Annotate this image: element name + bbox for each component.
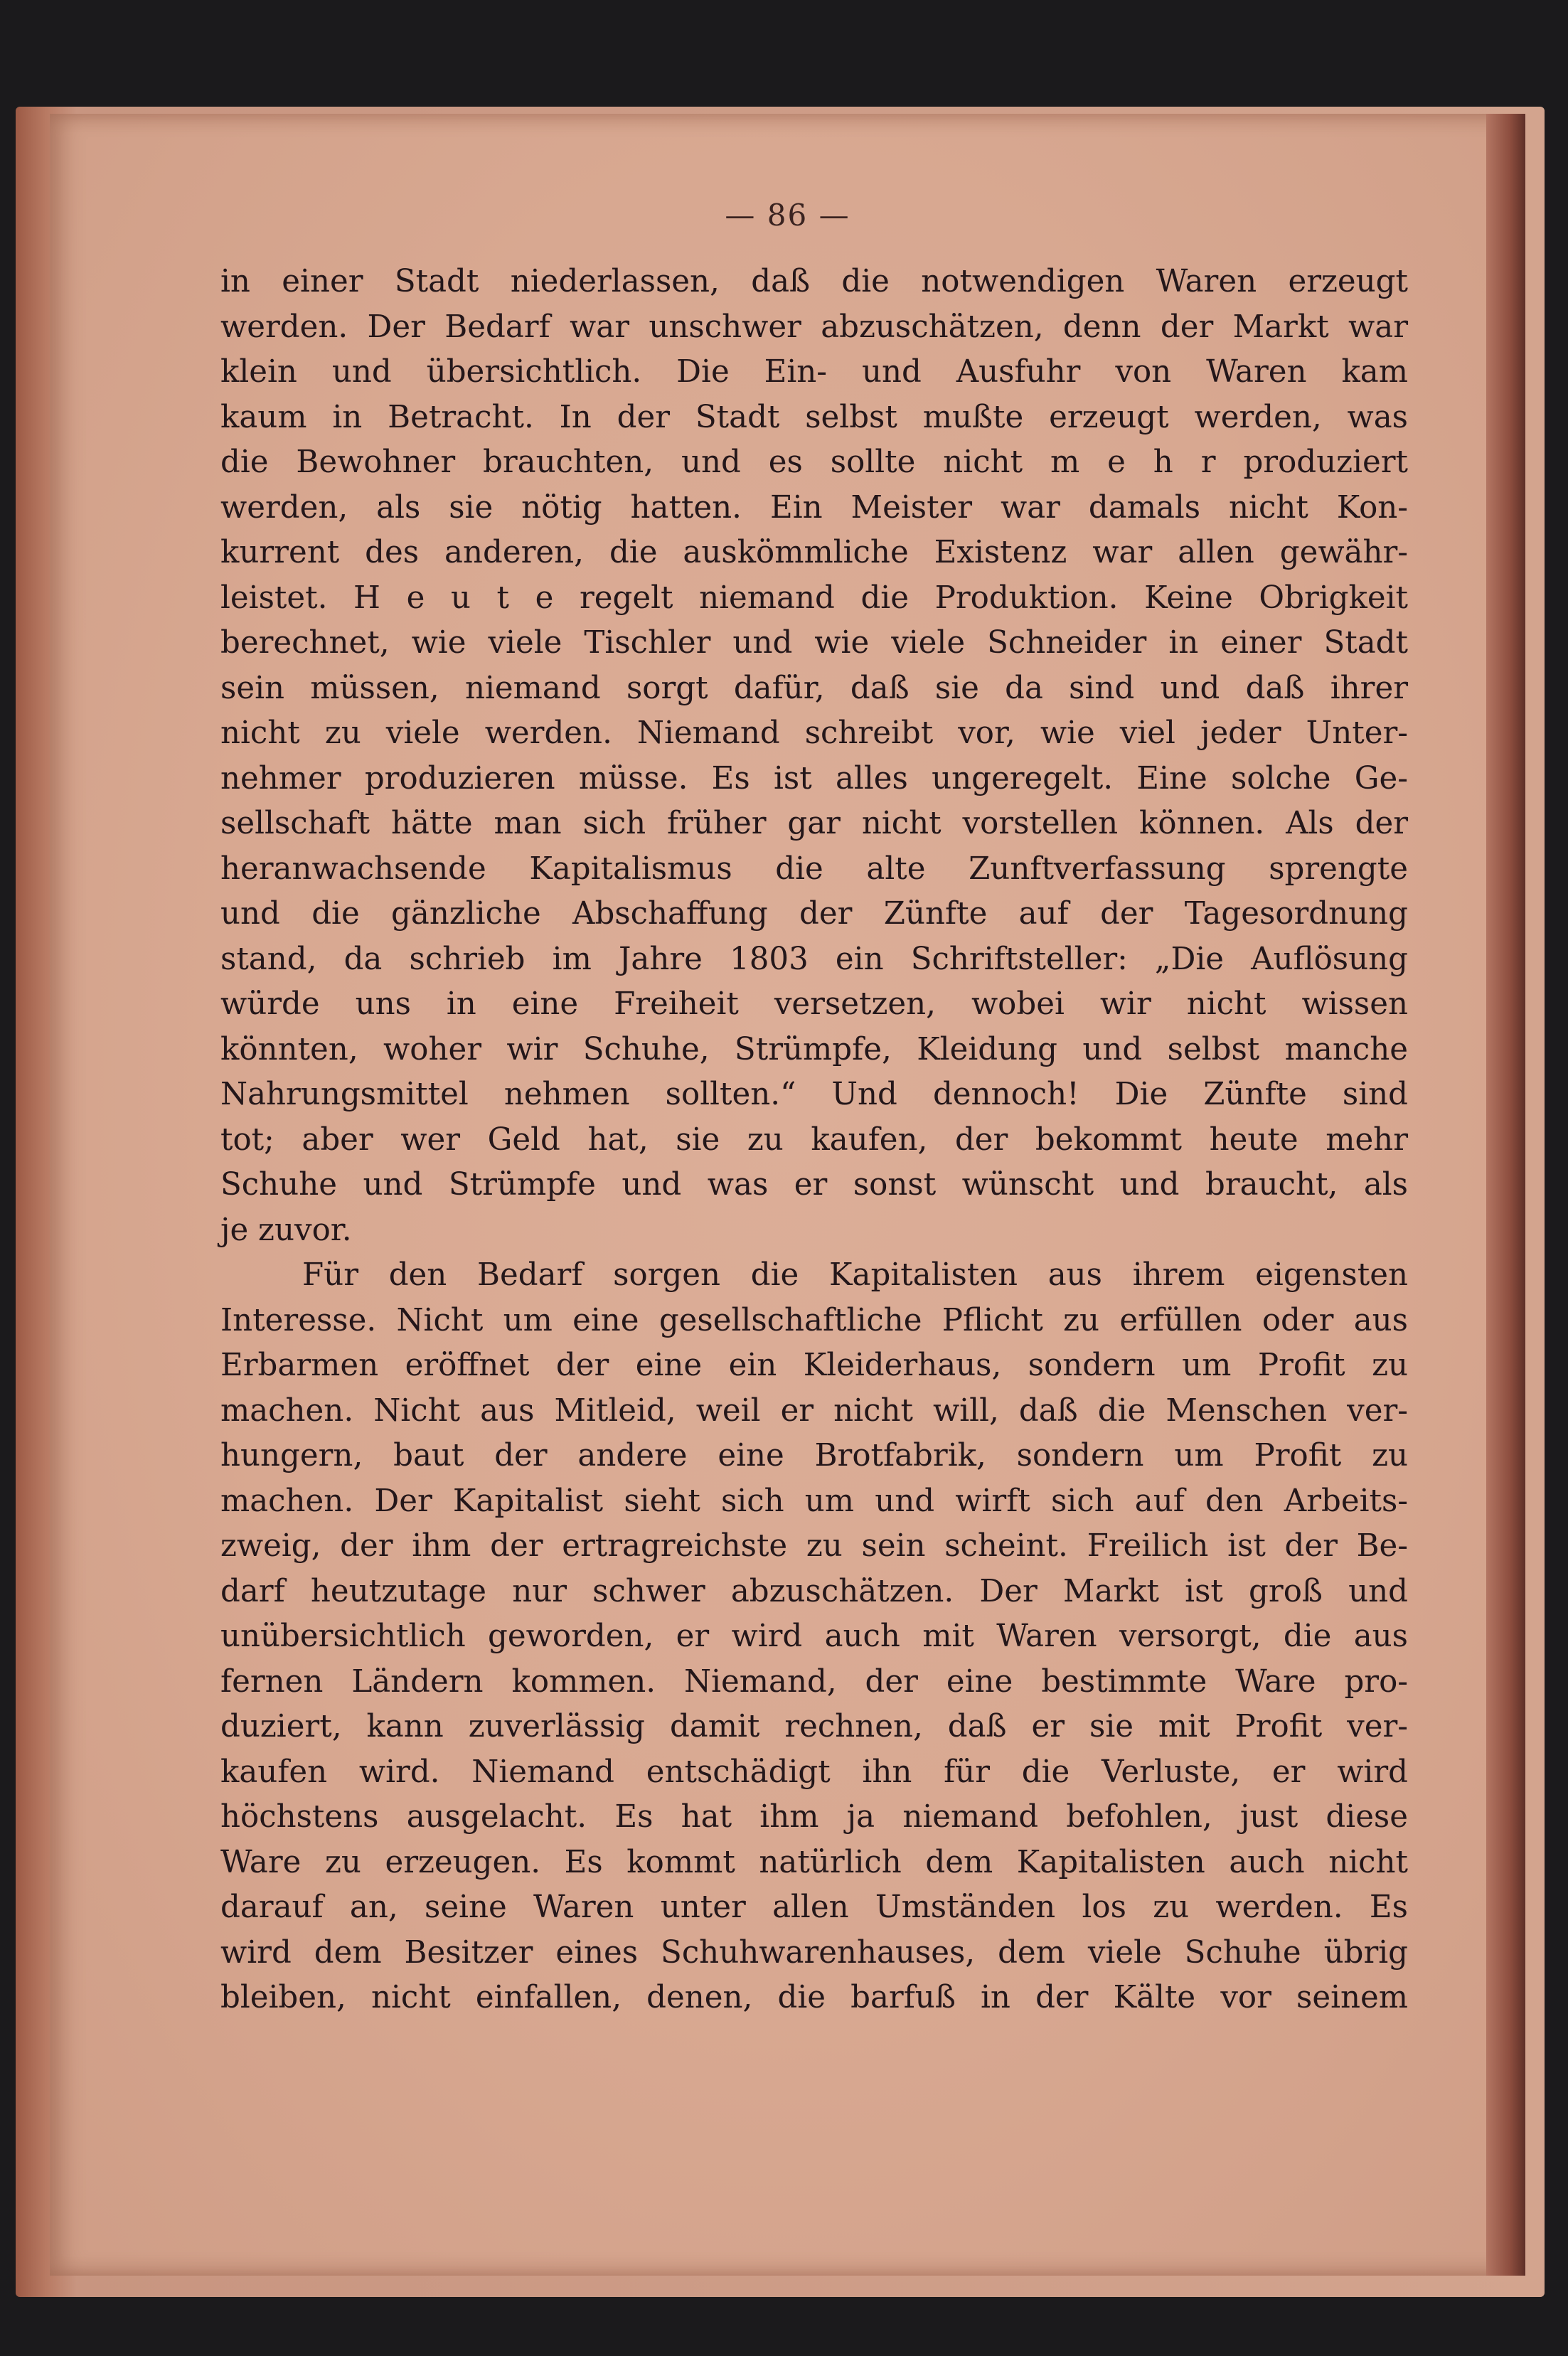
text-line: würde uns in eine Freiheit versetzen, wobei wir nicht wissen bbox=[220, 986, 1408, 1022]
body-text bbox=[220, 260, 1408, 2021]
text-line: berechnet, wie viele Tischler und wie viele Schneider in einer Stadt bbox=[220, 625, 1408, 661]
book-page bbox=[50, 114, 1525, 2276]
text-line: klein und übersichtlich. Die Ein- und Ausfuhr von Waren kam bbox=[220, 354, 1408, 390]
paragraph-1 bbox=[220, 260, 1408, 1253]
text-line: leistet. H e u t e regelt niemand die Produktion. Keine Obrigkeit bbox=[220, 580, 1408, 616]
text-line: unübersichtlich geworden, er wird auch mit Waren versorgt, die aus bbox=[220, 1619, 1408, 1654]
text-line: nehmer produzieren müsse. Es ist alles ungeregelt. Eine solche Ge- bbox=[220, 760, 1408, 796]
book-spine bbox=[1486, 114, 1525, 2276]
text-line: Interesse. Nicht um eine gesellschaftliche Pflicht zu erfüllen oder aus bbox=[220, 1302, 1408, 1338]
text-line: tot; aber wer Geld hat, sie zu kaufen, der bekommt heute mehr bbox=[220, 1121, 1408, 1158]
text-line: Für den Bedarf sorgen die Kapitalisten aus ihrem eigensten bbox=[302, 1257, 1408, 1293]
text-line: werden. Der Bedarf war unschwer abzuschätzen, denn der Markt war bbox=[220, 309, 1408, 345]
text-line: die Bewohner brauchten, und es sollte nicht m e h r produziert bbox=[220, 444, 1408, 480]
text-line: zweig, der ihm der ertragreichste zu sein scheint. Freilich ist der Be- bbox=[220, 1528, 1408, 1564]
text-line: und die gänzliche Abschaffung der Zünfte auf der Tagesordnung bbox=[220, 896, 1408, 932]
text-line: nicht zu viele werden. Niemand schreibt vor, wie viel jeder Unter- bbox=[220, 715, 1408, 751]
text-line: könnten, woher wir Schuhe, Strümpfe, Kleidung und selbst manche bbox=[220, 1031, 1408, 1067]
text-line: hungern, baut der andere eine Brotfabrik, sondern um Profit zu bbox=[220, 1438, 1408, 1473]
text-line: sellschaft hätte man sich früher gar nicht vorstellen können. Als der bbox=[220, 806, 1408, 841]
text-line: bleiben, nicht einfallen, denen, die barfuß in der Kälte vor seinem bbox=[220, 1980, 1408, 2015]
text-line: fernen Ländern kommen. Niemand, der eine bestimmte Ware pro- bbox=[220, 1663, 1408, 1700]
text-line: machen. Nicht aus Mitleid, weil er nicht will, daß die Menschen ver- bbox=[220, 1392, 1408, 1429]
text-line: Ware zu erzeugen. Es kommt natürlich dem Kapitalisten auch nicht bbox=[220, 1844, 1408, 1880]
text-line: wird dem Besitzer eines Schuhwarenhauses, dem viele Schuhe übrig bbox=[220, 1934, 1408, 1971]
text-line: darf heutzutage nur schwer abzuschätzen. Der Markt ist groß und bbox=[220, 1573, 1408, 1609]
text-line: kurrent des anderen, die auskömmliche Existenz war allen gewähr- bbox=[220, 535, 1408, 570]
text-line: sein müssen, niemand sorgt dafür, daß sie da sind und daß ihrer bbox=[220, 670, 1408, 706]
text-line: Schuhe und Strümpfe und was er sonst wünscht und braucht, als bbox=[220, 1167, 1408, 1203]
text-line: duziert, kann zuverlässig damit rechnen, daß er sie mit Profit ver- bbox=[220, 1709, 1408, 1744]
text-line: darauf an, seine Waren unter allen Umständen los zu werden. Es bbox=[220, 1889, 1408, 1925]
text-line: heranwachsende Kapitalismus die alte Zunftverfassung sprengte bbox=[220, 851, 1408, 887]
text-line: kaufen wird. Niemand entschädigt ihn für die Verluste, er wird bbox=[220, 1754, 1408, 1790]
text-line: höchstens ausgelacht. Es hat ihm ja niemand befohlen, just diese bbox=[220, 1799, 1408, 1835]
text-line: kaum in Betracht. In der Stadt selbst mußte erzeugt werden, was bbox=[220, 399, 1408, 435]
text-line: Nahrungsmittel nehmen sollten.“ Und dennoch! Die Zünfte sind bbox=[220, 1077, 1408, 1112]
text-line: je zuvor. bbox=[220, 1212, 352, 1248]
text-line: in einer Stadt niederlassen, daß die notwendigen Waren erzeugt bbox=[220, 264, 1408, 299]
paragraph-2 bbox=[220, 1253, 1408, 2021]
text-line: stand, da schrieb im Jahre 1803 ein Schriftsteller: „Die Auflösung bbox=[220, 941, 1408, 977]
text-line: machen. Der Kapitalist sieht sich um und wirft sich auf den Arbeits- bbox=[220, 1483, 1408, 1519]
text-line: Erbarmen eröffnet der eine ein Kleiderhaus, sondern um Profit zu bbox=[220, 1348, 1408, 1383]
page-number: — 86 — bbox=[725, 198, 850, 233]
text-line: werden, als sie nötig hatten. Ein Meister war damals nicht Kon- bbox=[220, 489, 1408, 526]
